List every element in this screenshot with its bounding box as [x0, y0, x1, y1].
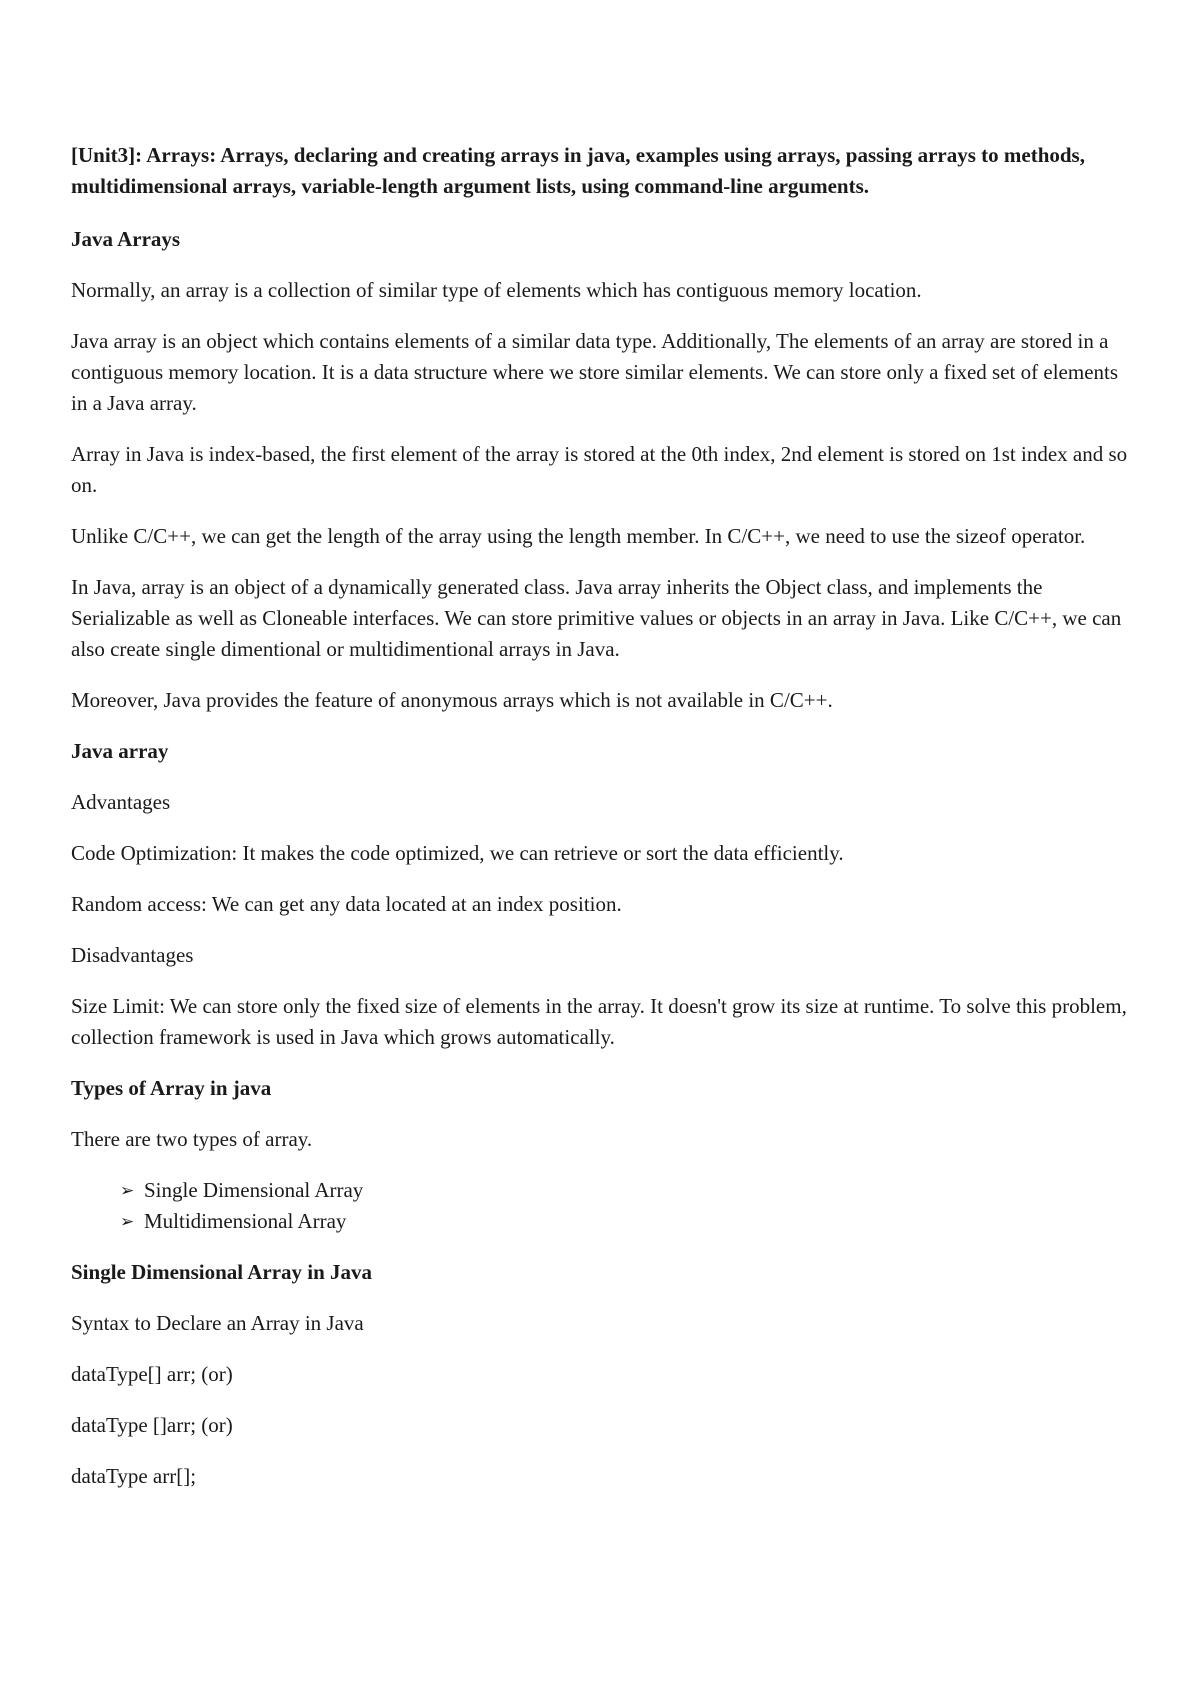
- paragraph: There are two types of array.: [71, 1127, 313, 1151]
- paragraph: Java array is an object which contains elements of a similar data type. Additionally, The elements of an array are stored in a contiguous memory location. It is a data structure where we store similar elements. We can store only a fixed set of elements in a Java array.: [71, 329, 1119, 415]
- list-item-label: Multidimensional Array: [144, 1209, 347, 1233]
- paragraph: Moreover, Java provides the feature of anonymous arrays which is not available in C/C++.: [71, 688, 833, 712]
- paragraph: Size Limit: We can store only the fixed size of elements in the array. It doesn't grow its size at runtime. To solve this problem, collection framework is used in Java which grows automatically.: [71, 994, 1127, 1049]
- list-item: [120, 1175, 1135, 1206]
- code-line: dataType []arr; (or): [71, 1413, 233, 1437]
- paragraph: In Java, array is an object of a dynamically generated class. Java array inherits the Object class, and implements the Serializable as well as Cloneable interfaces. We can store primitive values or objects in an array in Java. Like C/C++, we can also create single dimentional or multidimentional arrays in Java.: [71, 575, 1122, 661]
- code-line: dataType arr[];: [71, 1464, 197, 1488]
- advantages-label: Advantages: [71, 790, 171, 814]
- paragraph: Unlike C/C++, we can get the length of the array using the length member. In C/C++, we need to use the sizeof operator.: [71, 524, 1086, 548]
- list-item-label: Single Dimensional Array: [144, 1178, 364, 1202]
- arrow-bullet-icon: ➢: [120, 1181, 135, 1200]
- heading-java-array: Java array: [71, 739, 169, 763]
- array-types-list: [71, 1175, 1135, 1237]
- list-item: [120, 1206, 1135, 1237]
- unit-title: [Unit3]: Arrays: Arrays, declaring and creating arrays in java, examples using arrays, passing arrays to methods, multidimensional arrays, variable-length argument lists, using command-line arguments.: [71, 143, 1085, 198]
- paragraph: Code Optimization: It makes the code optimized, we can retrieve or sort the data efficiently.: [71, 841, 844, 865]
- heading-java-arrays: Java Arrays: [71, 227, 181, 251]
- heading-types-of-array: Types of Array in java: [71, 1076, 272, 1100]
- document-page: [71, 140, 1135, 1512]
- disadvantages-label: Disadvantages: [71, 943, 194, 967]
- heading-single-dimensional: Single Dimensional Array in Java: [71, 1260, 373, 1284]
- paragraph: Array in Java is index-based, the first element of the array is stored at the 0th index, 2nd element is stored on 1st index and so on.: [71, 442, 1128, 497]
- paragraph: Normally, an array is a collection of similar type of elements which has contiguous memory location.: [71, 278, 922, 302]
- paragraph: Random access: We can get any data located at an index position.: [71, 892, 622, 916]
- paragraph: Syntax to Declare an Array in Java: [71, 1311, 364, 1335]
- arrow-bullet-icon: ➢: [120, 1212, 135, 1231]
- code-line: dataType[] arr; (or): [71, 1362, 233, 1386]
